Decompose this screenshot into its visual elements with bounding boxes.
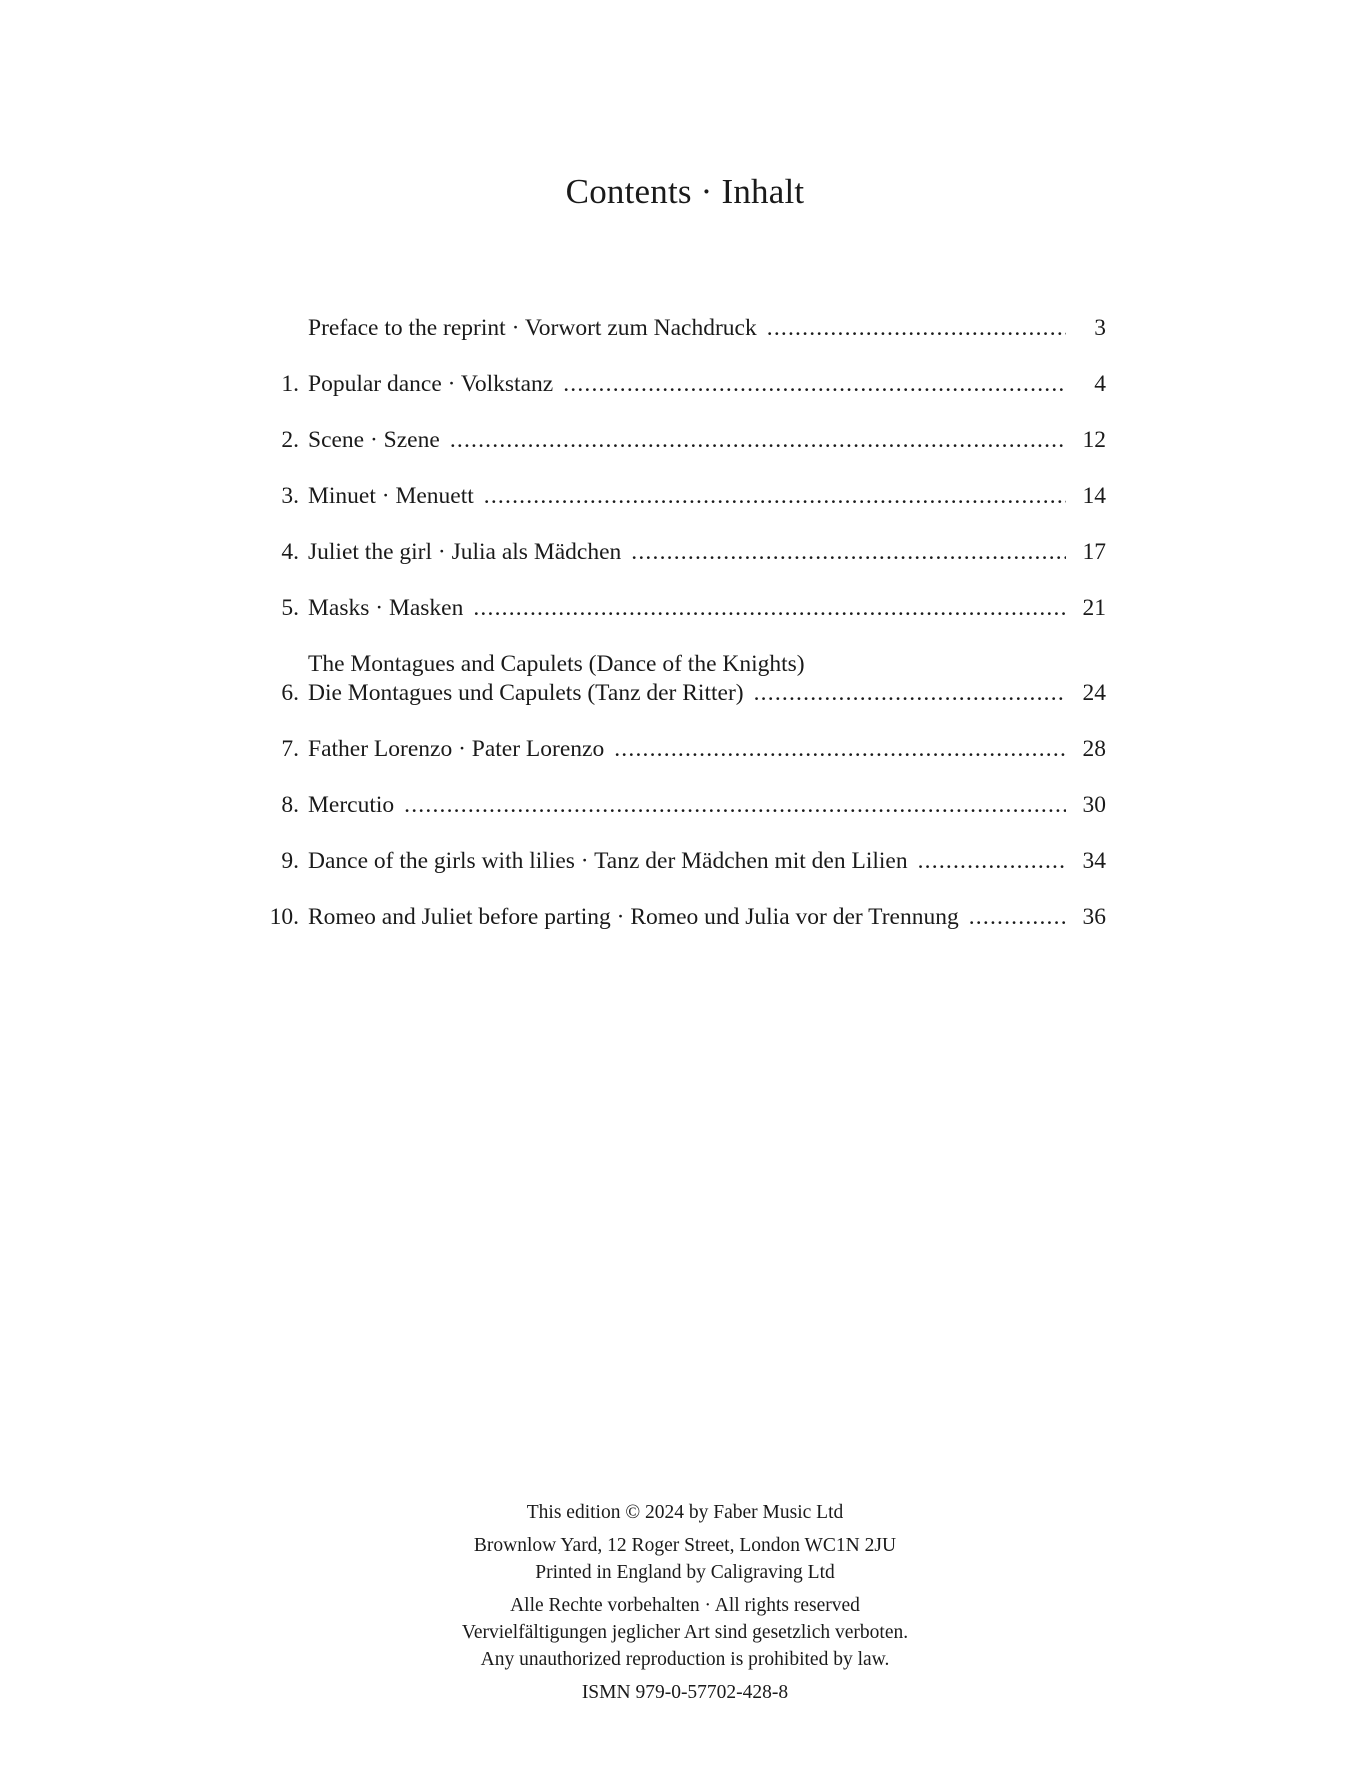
- toc-entry-number: 4.: [281, 539, 299, 565]
- dot-leader: [754, 679, 1066, 708]
- toc-entry-number: 7.: [281, 736, 299, 762]
- printer-line: Printed in England by Caligraving Ltd: [535, 1562, 835, 1583]
- toc-entry-titles: [308, 426, 1072, 455]
- toc-entry-page-number: 3: [1094, 315, 1106, 341]
- toc-entry: [240, 538, 1106, 567]
- toc-entry-title: Juliet the girl · Julia als Mädchen: [308, 539, 622, 565]
- dot-leader: [918, 847, 1066, 876]
- publisher-address: Brownlow Yard, 12 Roger Street, London WC1N 2JU: [473, 1535, 897, 1556]
- dot-leader: [614, 735, 1066, 764]
- toc-entry-body: [308, 314, 1106, 343]
- toc-entry-titles: [308, 370, 1072, 399]
- toc-entry-page-number: 24: [1082, 680, 1106, 706]
- table-of-contents: [240, 314, 1106, 959]
- toc-entry-page-number: 21: [1082, 595, 1106, 621]
- toc-entry-titles: [308, 735, 1072, 764]
- toc-entry: [240, 650, 1106, 708]
- toc-entry-number: 8.: [281, 792, 299, 818]
- toc-entry-last-line: [308, 791, 1072, 820]
- toc-entry-titles: [308, 482, 1072, 511]
- toc-entry-title: The Montagues and Capulets (Dance of the Knights): [308, 651, 805, 677]
- dot-leader: [484, 482, 1066, 511]
- toc-entry-titles: [308, 594, 1072, 623]
- toc-entry-page-number: 36: [1082, 904, 1106, 930]
- ismn-block: [0, 1679, 1370, 1706]
- toc-entry: [240, 847, 1106, 876]
- dot-leader: [450, 426, 1066, 455]
- toc-entry-body: [308, 735, 1106, 764]
- toc-entry: [240, 314, 1106, 343]
- toc-entry-titles: [308, 538, 1072, 567]
- toc-entry-body: [308, 791, 1106, 820]
- toc-entry-last-line: [308, 426, 1072, 455]
- toc-entry-page-number: 14: [1082, 483, 1106, 509]
- toc-entry-number: 1.: [281, 371, 299, 397]
- toc-entry-last-line: [308, 735, 1072, 764]
- toc-entry-body: [308, 370, 1106, 399]
- dot-leader: [767, 314, 1066, 343]
- toc-entry-titles: [308, 650, 1072, 708]
- toc-entry-number: 3.: [281, 483, 299, 509]
- rights-reserved: Alle Rechte vorbehalten · All rights reserved: [510, 1595, 860, 1616]
- edition-copyright: This edition © 2024 by Faber Music Ltd: [526, 1502, 844, 1523]
- edition-block: [0, 1499, 1370, 1526]
- toc-entry-page-number: 4: [1094, 371, 1106, 397]
- toc-entry-title: Mercutio: [308, 792, 395, 818]
- address-block: [0, 1532, 1370, 1586]
- dot-leader: [563, 370, 1066, 399]
- toc-entry-titles: [308, 791, 1072, 820]
- toc-entry-title: Scene · Szene: [308, 427, 440, 453]
- toc-entry-number: 10.: [269, 904, 299, 930]
- toc-entry-body: [308, 594, 1106, 623]
- toc-entry-title: Minuet · Menuett: [308, 483, 474, 509]
- toc-entry: [240, 791, 1106, 820]
- toc-entry-body: [308, 426, 1106, 455]
- dot-leader: [473, 594, 1066, 623]
- toc-entry-page-number: 28: [1082, 736, 1106, 762]
- dot-leader: [631, 538, 1066, 567]
- dot-leader: [404, 791, 1066, 820]
- toc-entry-last-line: [308, 482, 1072, 511]
- toc-entry-title: Preface to the reprint · Vorwort zum Nachdruck: [308, 315, 757, 341]
- toc-entry-page-number: 34: [1082, 848, 1106, 874]
- toc-entry-body: [308, 650, 1106, 708]
- toc-entry-title: Father Lorenzo · Pater Lorenzo: [308, 736, 605, 762]
- toc-entry: [240, 594, 1106, 623]
- toc-entry: [240, 735, 1106, 764]
- reproduction-notice-en: Any unauthorized reproduction is prohibited by law.: [480, 1649, 890, 1670]
- toc-entry: [240, 370, 1106, 399]
- toc-entry-number: 9.: [281, 848, 299, 874]
- toc-entry-page-number: 17: [1082, 539, 1106, 565]
- publisher-footer: [0, 1499, 1370, 1712]
- toc-entry-body: [308, 847, 1106, 876]
- toc-entry-last-line: [308, 903, 1072, 932]
- reproduction-notice-de: Vervielfältigungen jeglicher Art sind gesetzlich verboten.: [461, 1622, 909, 1643]
- toc-entry-last-line: [308, 679, 1072, 708]
- toc-entry-body: [308, 538, 1106, 567]
- toc-entry-last-line: [308, 847, 1072, 876]
- toc-entry: [240, 426, 1106, 455]
- toc-entry-titles: [308, 847, 1072, 876]
- toc-entry-number: 6.: [281, 680, 299, 706]
- toc-entry-title: Masks · Masken: [308, 595, 464, 621]
- page-title: Contents · Inhalt: [565, 172, 805, 211]
- toc-entry-title: Popular dance · Volkstanz: [308, 371, 554, 397]
- toc-entry-page-number: 30: [1082, 792, 1106, 818]
- toc-entry-title: Dance of the girls with lilies · Tanz der Mädchen mit den Lilien: [308, 848, 908, 874]
- toc-entry: [240, 482, 1106, 511]
- rights-block: [0, 1592, 1370, 1673]
- toc-entry-title: Romeo and Juliet before parting · Romeo und Julia vor der Trennung: [308, 904, 959, 930]
- toc-entry-titles: [308, 314, 1072, 343]
- ismn-number: ISMN 979-0-57702-428-8: [581, 1682, 789, 1703]
- toc-entry-last-line: [308, 538, 1072, 567]
- toc-entry-body: [308, 482, 1106, 511]
- toc-entry-last-line: [308, 594, 1072, 623]
- toc-entry-last-line: [308, 314, 1072, 343]
- toc-entry-titles: [308, 903, 1072, 932]
- toc-entry-body: [308, 903, 1106, 932]
- toc-entry-page-number: 12: [1082, 427, 1106, 453]
- toc-entry: [240, 903, 1106, 932]
- dot-leader: [969, 903, 1066, 932]
- toc-entry-title: Die Montagues und Capulets (Tanz der Ritter): [308, 680, 744, 706]
- toc-entry-number: 5.: [281, 595, 299, 621]
- toc-entry-number: 2.: [281, 427, 299, 453]
- toc-entry-last-line: [308, 370, 1072, 399]
